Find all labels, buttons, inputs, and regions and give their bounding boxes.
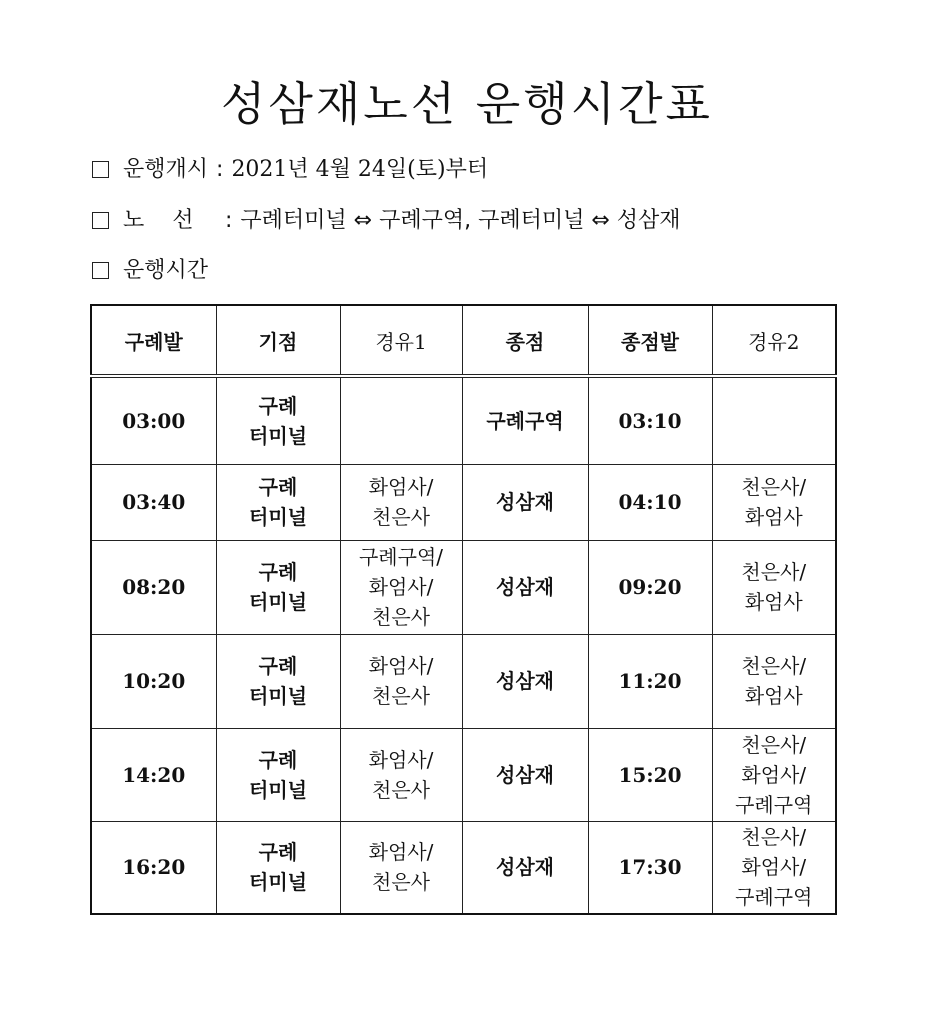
route-label: 노 선 xyxy=(123,208,194,233)
cell-origin xyxy=(216,464,340,540)
hours-label: 운행시간 xyxy=(123,258,209,283)
cell-via2-line: 화엄사/ xyxy=(741,855,807,880)
cell-departure: 08:20 xyxy=(91,540,216,634)
table-header-row xyxy=(91,305,836,376)
cell-origin xyxy=(216,634,340,728)
cell-via1-line: 화엄사/ xyxy=(368,840,434,865)
start-value: 2021년 4월 24일(토)부터 xyxy=(231,157,489,182)
cell-origin-line: 터미널 xyxy=(249,870,307,895)
cell-destination: 구례구역 xyxy=(462,376,588,464)
cell-departure: 03:00 xyxy=(91,376,216,464)
cell-origin-line: 터미널 xyxy=(249,777,307,802)
cell-via1-line: 천은사 xyxy=(372,605,430,629)
cell-via1 xyxy=(340,728,462,821)
cell-via1 xyxy=(340,634,462,728)
cell-via2-line: 화엄사/ xyxy=(741,762,807,787)
cell-origin-line: 터미널 xyxy=(249,423,307,448)
info-hours xyxy=(92,256,208,286)
page-title: 성삼재노선 운행시간표 xyxy=(221,77,713,131)
cell-origin-line: 터미널 xyxy=(249,505,307,529)
cell-destination: 성삼재 xyxy=(462,821,588,914)
header-departure: 구례발 xyxy=(91,305,216,376)
cell-departure: 03:40 xyxy=(91,464,216,540)
cell-via2-line: 천은사/ xyxy=(741,825,807,850)
info-start: 운행개시 : 2021년 4월 24일(토)부터 xyxy=(92,155,488,185)
header-destination: 종점 xyxy=(462,305,588,376)
cell-origin xyxy=(216,821,340,914)
cell-via2-line: 천은사/ xyxy=(741,654,807,678)
cell-via2-line: 천은사/ xyxy=(741,560,807,584)
cell-departure: 10:20 xyxy=(91,634,216,728)
cell-origin-line: 구례 xyxy=(258,747,298,772)
cell-destination: 성삼재 xyxy=(462,634,588,728)
cell-via1-line: 천은사 xyxy=(372,505,430,529)
table-row xyxy=(91,821,836,914)
route-value: 구례터미널 ⇔ 구례구역, 구례터미널 ⇔ 성삼재 xyxy=(240,208,681,233)
cell-via1-line: 화엄사/ xyxy=(368,654,434,678)
cell-via1-line: 천은사 xyxy=(372,870,430,895)
cell-destination: 성삼재 xyxy=(462,464,588,540)
cell-return-departure: 03:10 xyxy=(588,376,712,464)
cell-via2-line: 화엄사 xyxy=(744,684,803,708)
header-via1: 경유1 xyxy=(340,305,462,376)
checkbox-bullet xyxy=(92,262,109,279)
cell-return-departure: 17:30 xyxy=(588,821,712,914)
cell-origin-line: 터미널 xyxy=(249,590,307,614)
cell-return-departure: 09:20 xyxy=(588,540,712,634)
cell-via2-line: 구례구역 xyxy=(735,792,813,817)
cell-via1-line: 천은사 xyxy=(372,777,430,802)
cell-destination: 성삼재 xyxy=(462,728,588,821)
table-row xyxy=(91,634,836,728)
cell-via2 xyxy=(712,634,836,728)
cell-origin xyxy=(216,376,340,464)
info-route: 노 선 : 구례터미널 ⇔ 구례구역, 구례터미널 ⇔ 성삼재 xyxy=(92,206,681,236)
cell-via2-line: 화엄사 xyxy=(744,505,803,529)
checkbox-bullet xyxy=(92,212,109,229)
cell-origin-line: 구례 xyxy=(258,393,298,418)
table-row xyxy=(91,376,836,464)
cell-via1-line: 화엄사/ xyxy=(368,475,434,499)
cell-origin-line: 구례 xyxy=(258,654,298,678)
header-return-departure: 종점발 xyxy=(588,305,712,376)
start-label: 운행개시 xyxy=(123,157,209,182)
cell-via1-line: 화엄사/ xyxy=(368,575,434,599)
cell-via1 xyxy=(340,376,462,464)
cell-via1-line: 구례구역/ xyxy=(358,545,444,569)
cell-via2 xyxy=(712,821,836,914)
cell-return-departure: 11:20 xyxy=(588,634,712,728)
table-row xyxy=(91,540,836,634)
timetable xyxy=(90,304,837,915)
header-via2: 경유2 xyxy=(712,305,836,376)
cell-destination: 성삼재 xyxy=(462,540,588,634)
table-row xyxy=(91,728,836,821)
header-origin: 기점 xyxy=(216,305,340,376)
cell-origin xyxy=(216,728,340,821)
cell-departure: 14:20 xyxy=(91,728,216,821)
cell-via2-line: 화엄사 xyxy=(744,590,803,614)
cell-via2-line: 천은사/ xyxy=(741,475,807,499)
cell-via2 xyxy=(712,376,836,464)
cell-via2-line: 구례구역 xyxy=(735,885,813,910)
cell-via2 xyxy=(712,464,836,540)
cell-via2 xyxy=(712,540,836,634)
cell-departure: 16:20 xyxy=(91,821,216,914)
table-row xyxy=(91,464,836,540)
cell-via1-line: 화엄사/ xyxy=(368,747,434,772)
cell-return-departure: 04:10 xyxy=(588,464,712,540)
cell-via2 xyxy=(712,728,836,821)
cell-origin-line: 터미널 xyxy=(249,684,307,708)
cell-via1 xyxy=(340,540,462,634)
checkbox-bullet xyxy=(92,161,109,178)
cell-via1 xyxy=(340,464,462,540)
cell-origin-line: 구례 xyxy=(258,840,298,865)
cell-return-departure: 15:20 xyxy=(588,728,712,821)
cell-origin-line: 구례 xyxy=(258,560,298,584)
cell-via2-line: 천은사/ xyxy=(741,732,807,757)
cell-origin xyxy=(216,540,340,634)
cell-via1-line: 천은사 xyxy=(372,684,430,708)
cell-origin-line: 구례 xyxy=(258,475,298,499)
cell-via1 xyxy=(340,821,462,914)
